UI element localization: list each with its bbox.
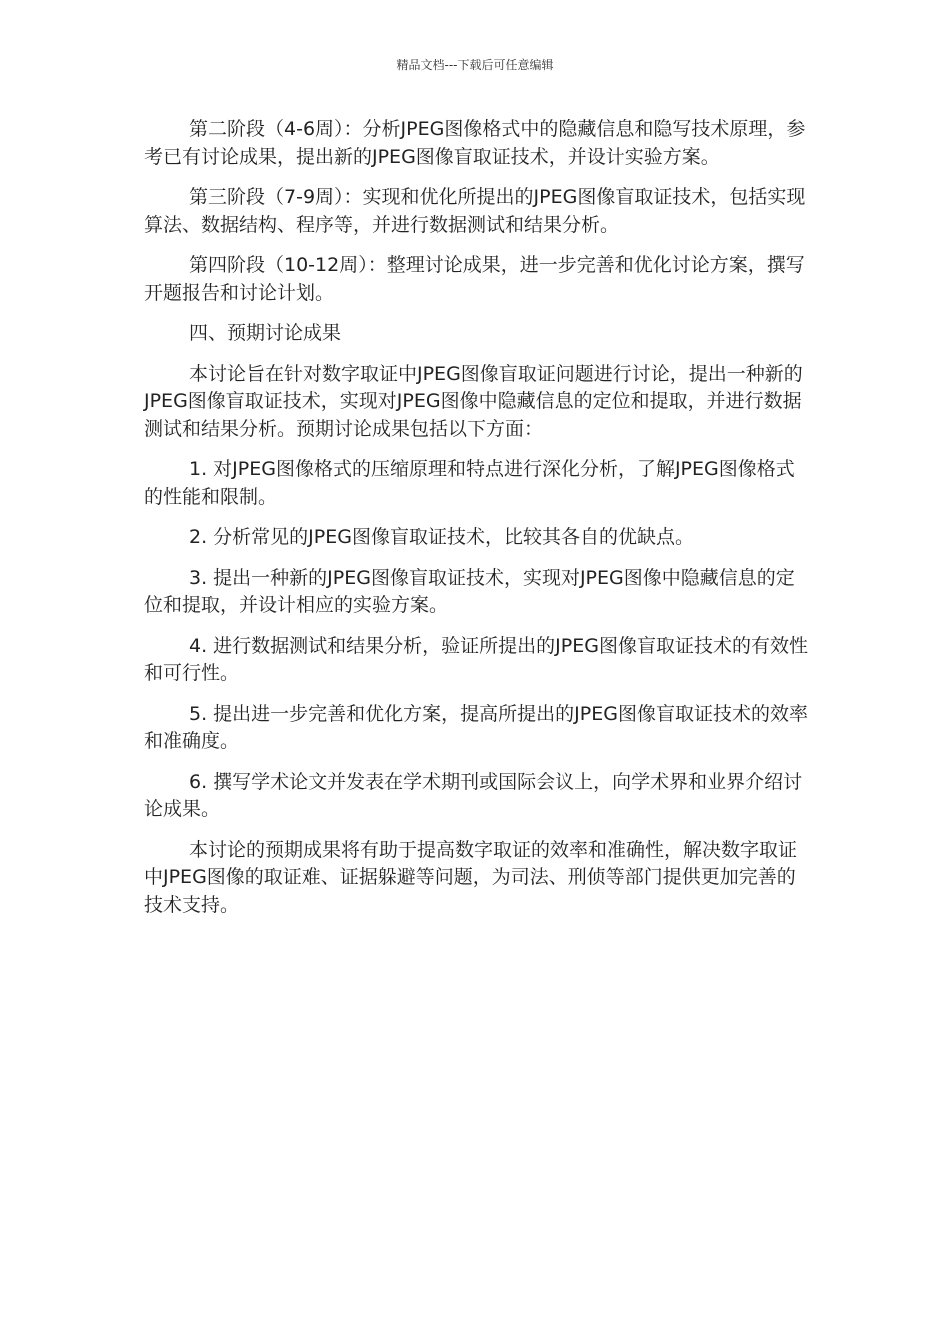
paragraph-conclusion: 本讨论的预期成果将有助于提高数字取证的效率和准确性，解决数字取证中JPEG图像的取证难、证据躲避等问题，为司法、刑侦等部门提供更加完善的技术支持。 <box>144 838 798 916</box>
list-item-6: 6. 撰写学术论文并发表在学术期刊或国际会议上，向学术界和业界介绍讨论成果。 <box>144 770 803 820</box>
paragraph-intro: 本讨论旨在针对数字取证中JPEG图像盲取证问题进行讨论，提出一种新的JPEG图像盲取证技术，实现对JPEG图像中隐藏信息的定位和提取，并进行数据测试和结果分析。预期讨论成果包括以下方面： <box>144 362 803 440</box>
paragraph-phase-4: 第四阶段（10-12周）：整理讨论成果，进一步完善和优化讨论方案，撰写开题报告和讨论计划。 <box>144 254 805 304</box>
page-header: 精品文档---下载后可任意编辑 <box>396 58 554 72</box>
list-item-1: 1. 对JPEG图像格式的压缩原理和特点进行深化分析，了解JPEG图像格式的性能和限制。 <box>144 458 795 508</box>
list-item-3: 3. 提出一种新的JPEG图像盲取证技术，实现对JPEG图像中隐藏信息的定位和提取，并设计相应的实验方案。 <box>144 566 795 616</box>
list-item-4: 4. 进行数据测试和结果分析，验证所提出的JPEG图像盲取证技术的有效性和可行性。 <box>144 634 808 684</box>
document-body <box>144 116 808 932</box>
list-item-5: 5. 提出进一步完善和优化方案，提高所提出的JPEG图像盲取证技术的效率和准确度。 <box>144 702 808 752</box>
paragraph-phase-3: 第三阶段（7-9周）：实现和优化所提出的JPEG图像盲取证技术，包括实现算法、数据结构、程序等，并进行数据测试和结果分析。 <box>144 186 806 236</box>
paragraph-phase-2: 第二阶段（4-6周）：分析JPEG图像格式中的隐藏信息和隐写技术原理，参考已有讨论成果，提出新的JPEG图像盲取证技术，并设计实验方案。 <box>144 118 806 168</box>
section-heading: 四、预期讨论成果 <box>189 322 342 344</box>
list-item-2: 2. 分析常见的JPEG图像盲取证技术，比较其各自的优缺点。 <box>189 526 694 548</box>
